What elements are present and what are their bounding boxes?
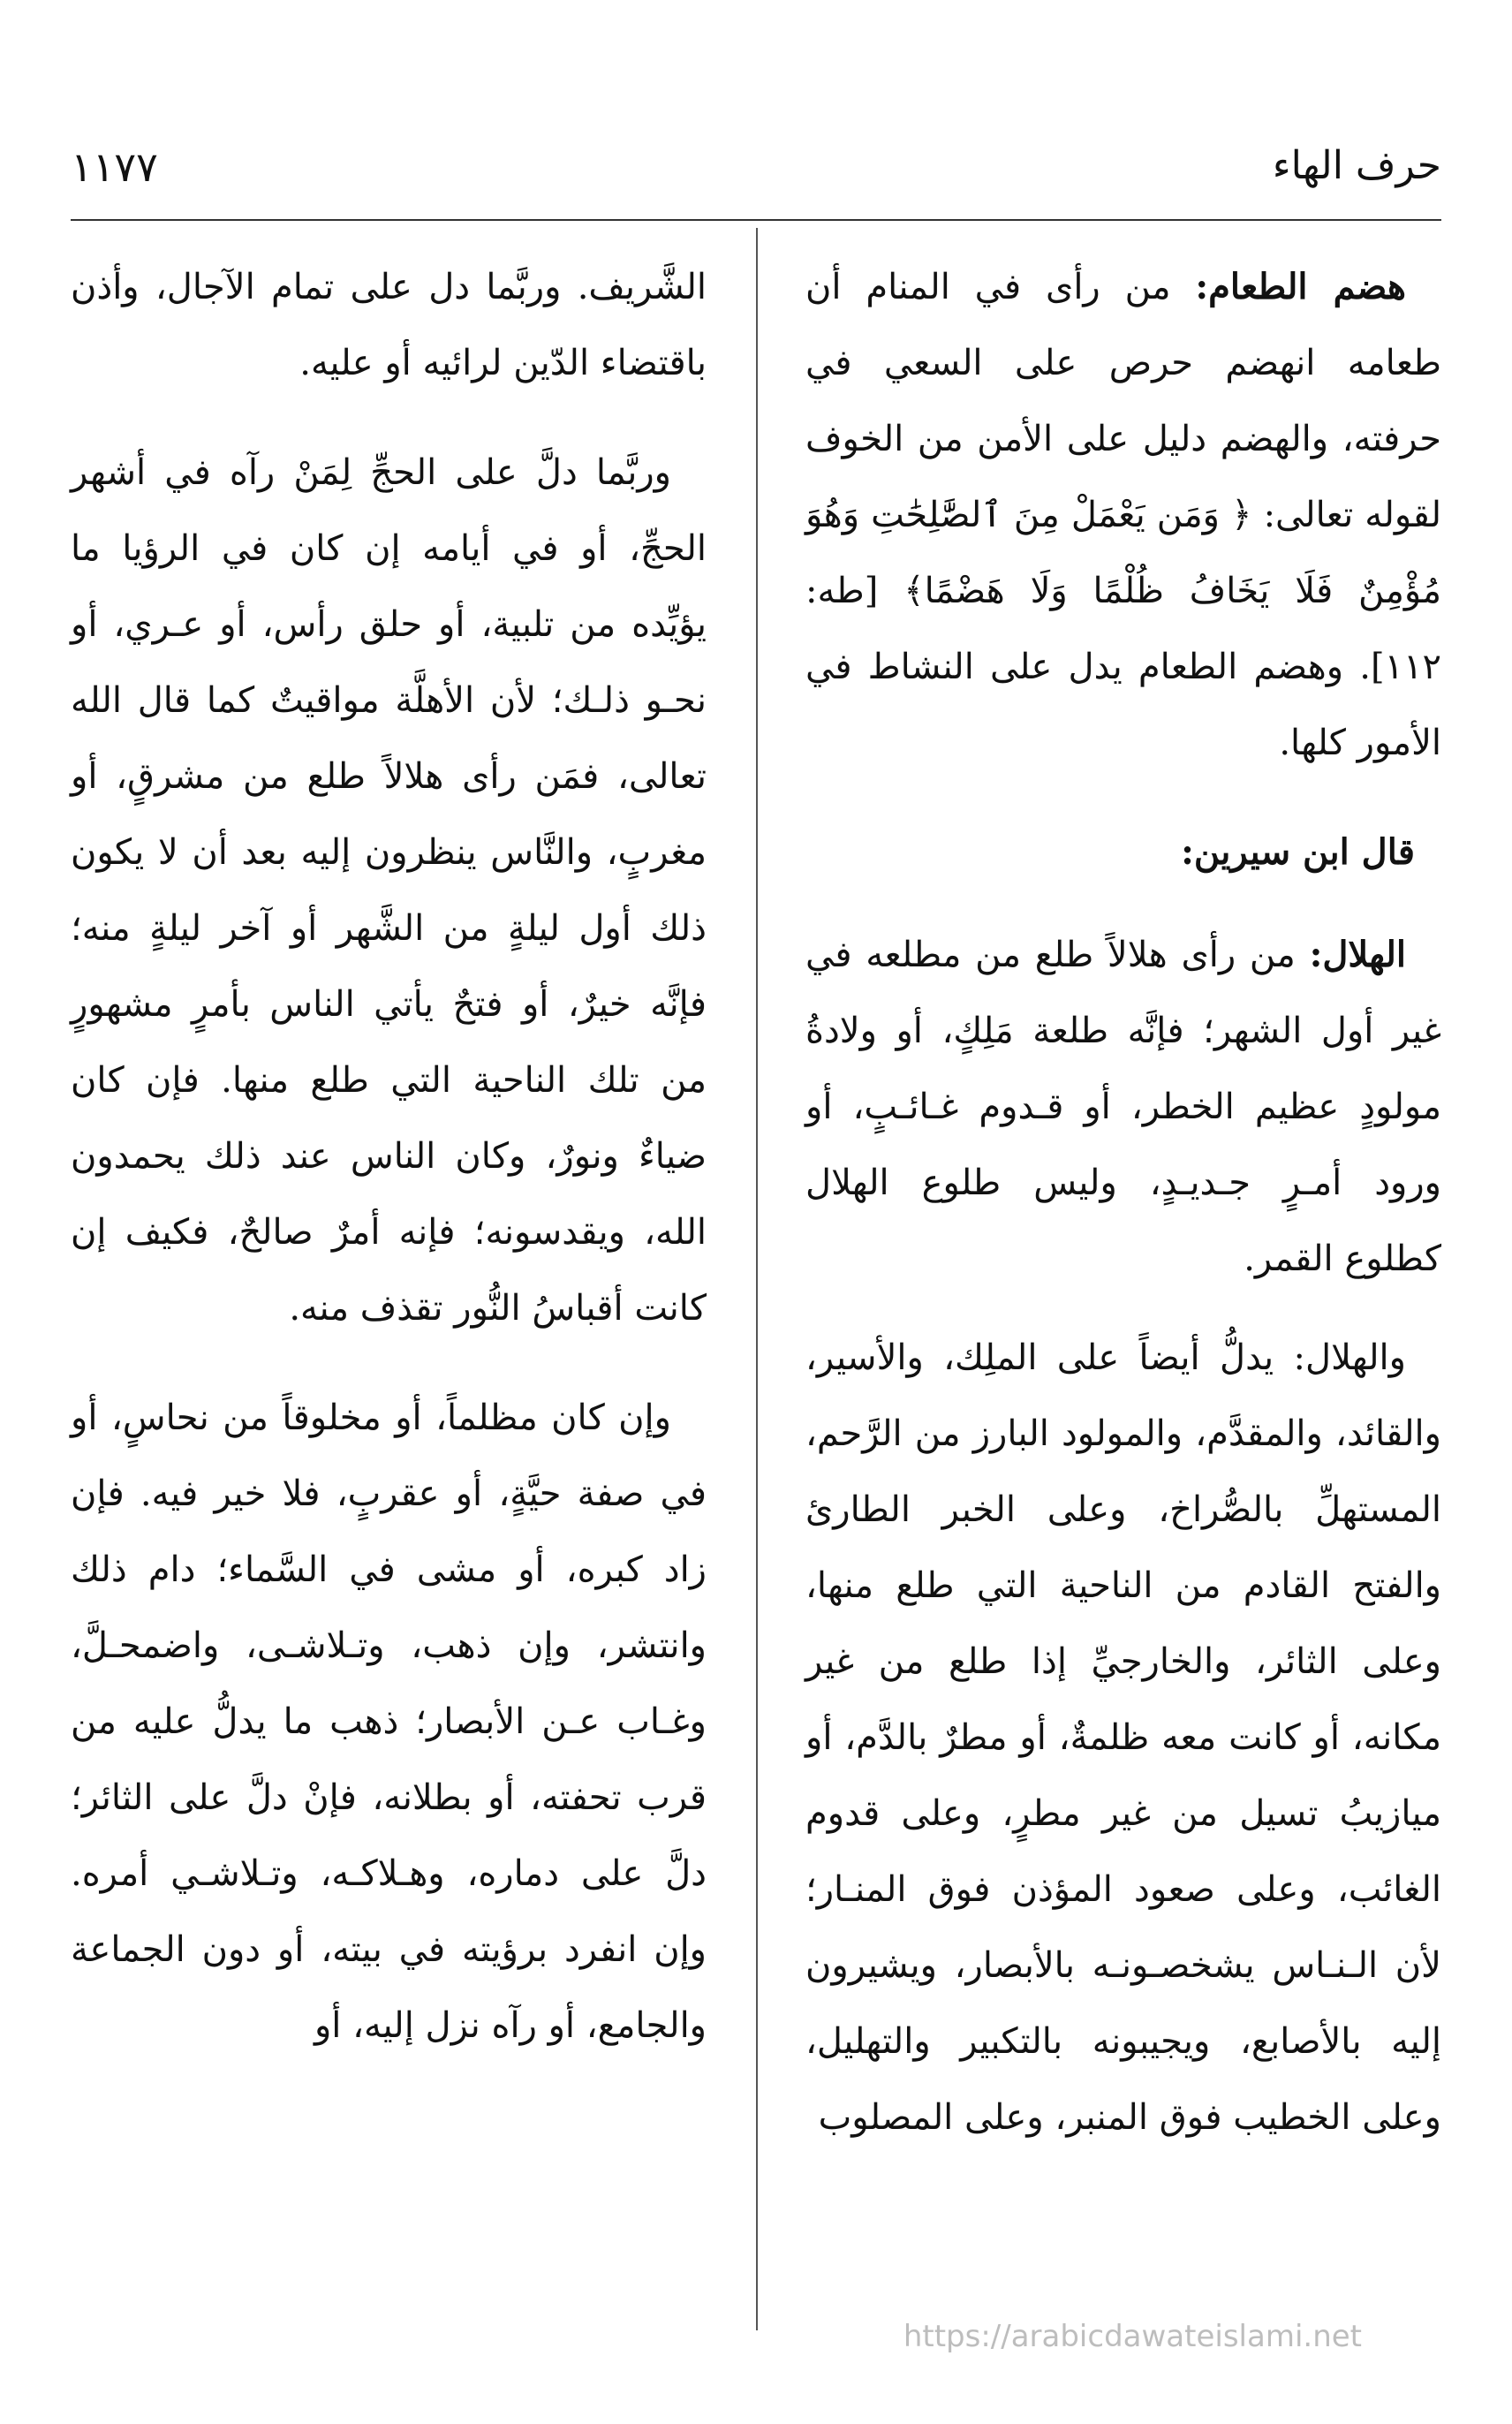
paragraph: وربَّما دلَّ على الحجِّ لِمَنْ رآه في أشهر الحجِّ، أو في أيامه إن كان في الرؤيا ما يؤيِّده من تلبية، أو حلق رأس، أو عـري، أو نحـو ذلـك؛ لأن الأهلَّة مواقيتٌ كما قال الله تعالى، فمَن رأى هلالاً طلع من مشرقٍ، أو مغربٍ، والنَّاس ينظرون إليه بعد أن لا يكون ذلك أول ليلةٍ من الشَّهر أو آخر ليلةٍ منه؛ فإنَّه خيرٌ، أو فتحٌ يأتي الناس بأمرٍ مشهورٍ من تلك الناحية التي طلع منها. فإن كان ضياءٌ ونورٌ، وكان الناس عند ذلك يحمدون الله، ويقدسونه؛ فإنه أمرٌ صالحٌ، فكيف إن كانت أقباسُ النُّور تقذف منه. [71,452,707,1329]
column-divider [756,228,758,2330]
section-subheading: قال ابن سيرين: [1181,831,1415,873]
header-rule [71,219,1441,221]
paragraph: الشَّريف. وربَّما دل على تمام الآجال، وأذن باقتضاء الدّين لرائيه أو عليه. [71,267,707,383]
entry-text: من رأى هلالاً طلع من مطلعه في غير أول الشهر؛ فإنَّه طلعة مَلِكٍ، أو ولادةُ مولودٍ عظيم الخطر، أو قـدوم غـائـبٍ، أو ورود أمـرٍ جـديـدٍ، وليس طلوع الهلال كطلوع القمر. [805,935,1441,1279]
running-title: حرف الهاء [1272,143,1441,188]
paragraph: وإن كان مظلماً، أو مخلوقاً من نحاسٍ، أو في صفة حيَّةٍ، أو عقربٍ، فلا خير فيه. فإن زاد كبره، أو مشى في السَّماء؛ دام ذلك وانتشر، وإن ذهب، وتـلاشـى، واضمحـلَّ، وغـاب عـن الأبصار؛ ذهب ما يدلُّ عليه من قرب تحفته، أو بطلانه، فإنْ دلَّ على الثائر؛ دلَّ على دماره، وهـلاكـه، وتـلاشـي أمره. وإن انفرد برؤيته في بيته، أو دون الجماعة والجامع، أو رآه نزل إليه، أو [71,1398,707,2046]
left-column [71,249,707,2097]
page-number: ١١٧٧ [71,143,158,191]
right-column [805,249,1441,2189]
entry-text: من رأى في المنام أن طعامه انهضم حرص على السعي في حرفته، والهضم دليل على الأمن من الخوف لقوله تعالى: ﴿ وَمَن يَعْمَلْ مِنَ ٱلصَّٰلِحَٰتِ وَهُوَ مُؤْمِنٌ فَلَا يَخَافُ ظُلْمًا وَلَا هَضْمًا﴾ [طه: ١١٢]. وهضم الطعام يدل على النشاط في الأمور كلها. [805,267,1441,763]
entry-term: الهلال: [1309,934,1406,975]
page-header [71,133,1441,203]
entry-term: هضم الطعام: [1195,266,1406,307]
entry-crescent [805,917,1441,1297]
paragraph: والهلال: يدلُّ أيضاً على الملِك، والأسير، والقائد، والمقدَّم، والمولود البارز من الرَّحم، المستهلِّ بالصُّراخ، وعلى الخبر الطارئ والفتح القادم من الناحية التي طلع منها، وعلى الثائر، والخارجيِّ إذا طلع من غير مكانه، أو كانت معه ظلمةٌ، أو مطرٌ بالدَّم، أو ميازيبُ تسيل من غير مطرٍ، وعلى قدوم الغائب، وعلى صعود المؤذن فوق المنـار؛ لأن الـنـاس يشخصـونـه بالأبصار، ويشيرون إليه بالأصابع، ويجيبونه بالتكبير والتهليل، وعلى الخطيب فوق المنبر، وعلى المصلوب [805,1337,1441,2138]
entry-food-digestion [805,249,1441,781]
watermark-url: https://arabicdawateislami.net [903,2319,1362,2354]
